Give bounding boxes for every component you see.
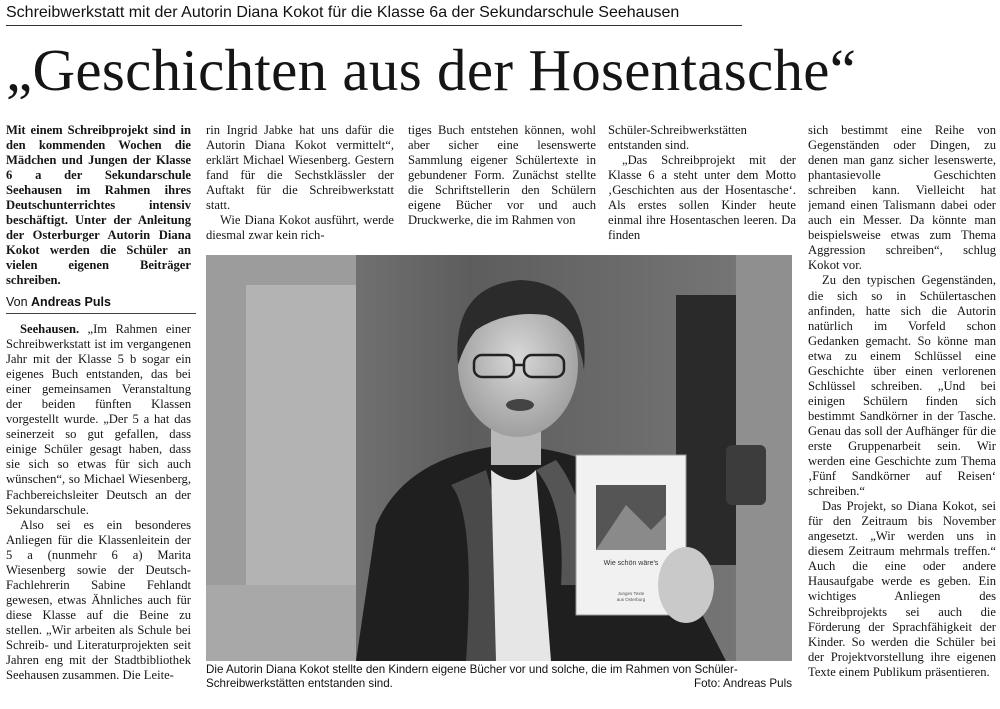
col2-paragraph-1: rin Ingrid Jabke hat uns dafür die Autorin Diana Kokot vermittelt“, erklärt Michael Wiesenberg. Gestern fand für die Sechstklässler der Auftakt für die Schreibwerkstatt statt. — [206, 123, 394, 213]
article-column-5 — [808, 123, 996, 709]
photo-door — [246, 285, 356, 585]
photo-mouth — [506, 399, 534, 411]
col5-paragraph-2: Zu den typischen Gegenständen, die sich so in Schülertaschen anfinden, hatte sich die Autorin natürlich im Vorfeld schon Gedanken gemacht. So könne man etwa zu einem Schlüssel eine Geschichte über einen verlorenen Schlüssel schreiben. „Und bei einigen Schülern finden sich bestimmt Sandkörner in der Tasche. Genau das soll der Aufhänger für die erste Gruppenarbeit sein. Wir werden eine Geschichte zum Thema ‚Fünf Sandkörner auf Reisen‘ schreiben.“ — [808, 273, 996, 499]
lead-text: Mit einem Schreibprojekt sind in den kommenden Wochen die Mädchen und Jungen der Klasse 6 a der Sekundarschule Seehausen im Rahmen ihres Deutschunterrichtes intensiv beschäftigt. Unter der Anleitung der Osterburger Autorin Diana Kokot werden die Schüler an vielen eigenen Beiträger schreiben. — [6, 123, 191, 288]
kicker-line: Schreibwerkstatt mit der Autorin Diana Kokot für die Klasse 6a der Sekundarschule Seehausen — [6, 2, 742, 26]
col1-paragraph-1 — [6, 322, 191, 518]
book-subtitle-2: aus Osterburg — [616, 597, 646, 602]
col5-paragraph-3: Das Projekt, so Diana Kokot, sei für den Zeitraum bis November angesetzt. „Wir werden uns in diesem Zeitraum mehrmals treffen.“ Auch die eine oder andere Hausaufgabe werde es geben. Ein wichtiges Anliegen des Schreibprojekts sei auch die Förderung der Sprachfähigkeit der Kinder. So werden die Schüler bei der Projektvorstellung ihre eigenen Texte einem Publikum präsentieren. — [808, 499, 996, 679]
photo-illustration — [206, 255, 792, 661]
col5-paragraph-1: sich bestimmt eine Reihe von Gegenständen oder Dingen, zu denen man ganz sicher lesenswerte, phantasievolle Geschichten schreiben kann. Vielleicht hat jemand einen Talismann dabei oder auch ein Messer. Da könnte man beispielsweise etwas zum Thema Aggression schreiben“, schlug Kokot vor. — [808, 123, 996, 273]
photo-credit: Foto: Andreas Puls — [694, 677, 792, 690]
headline: „Geschichten aus der Hosentasche“ — [6, 37, 857, 103]
article-column-3 — [408, 123, 596, 248]
byline — [6, 294, 196, 314]
book-subtitle-1: Junges Texte — [617, 591, 645, 596]
article-column-2 — [206, 123, 394, 248]
article-column-1 — [6, 322, 191, 707]
col1-p1-text: „Im Rahmen einer Schreibwerkstatt ist im vergangenen Jahr mit der Klasse 5 b sogar ein eigenes Buch entstanden, das bei einer gemeinsamen Veranstaltung der beiden fünften Klassen vorgestellt wurde. „Der 5 a hat das seinerzeit so gut gefallen, dass einige Schüler gesagt haben, dass sie sich so etwas für sich auch wünschen“, so Michael Wiesenberg, Fachbereichsleiter Deutsch an der Sekundarschule. — [6, 322, 191, 517]
photo-caption — [206, 663, 792, 691]
book-title: Wie schön wäre's — [603, 560, 659, 567]
lead-paragraph — [6, 123, 191, 288]
col2-paragraph-2: Wie Diana Kokot ausführt, werde diesmal zwar kein rich- — [206, 213, 394, 243]
col4-paragraph-1: Schüler-Schreibwerkstätten entstanden sind. — [608, 123, 747, 153]
photo-table-left — [206, 585, 356, 661]
col3-paragraph-1: tiges Buch entstehen können, wohl aber sicher eine lesenswerte Sammlung eigener Schülertexte in gebundener Form. Zunächst stellte die Schriftstellerin den Schülern eigene Bücher vor und auch Druckwerke, die im Rahmen von — [408, 123, 596, 228]
byline-author: Andreas Puls — [31, 295, 111, 309]
photo-kettle — [726, 445, 766, 505]
col4-paragraph-2: „Das Schreibprojekt mit der Klasse 6 a steht unter dem Motto ‚Geschichten aus der Hosentasche‘. Als erstes sollen Kinder heute einmal ihre Hosentaschen leeren. Da finden — [608, 153, 796, 243]
caption-text: Die Autorin Diana Kokot stellte den Kindern eigene Bücher vor und solche, die im Rahmen von Schüler-Schreibwerkstätten entstanden sind. — [206, 663, 738, 690]
article-column-4 — [608, 123, 796, 248]
photo-hand — [658, 547, 714, 623]
col1-paragraph-2: Also sei es ein besonderes Anliegen für die Klassenleitein der 5 a (nunmehr 6 a) Marita Wiesenberg sowie der Deutsch-Fachlehrerin Sabine Fehlandt gewesen, etwas Ähnliches auch für diese Klasse auf die Beine zu stellen. „Wir arbeiten als Schule bei Schreib- und Literaturprojekten seit Jahren eng mit der Stadtbibliothek Seehausen zusammen. Die Leite- — [6, 517, 191, 683]
dateline: Seehausen. — [20, 322, 80, 336]
article-photo — [206, 255, 792, 661]
byline-prefix: Von — [6, 295, 32, 309]
